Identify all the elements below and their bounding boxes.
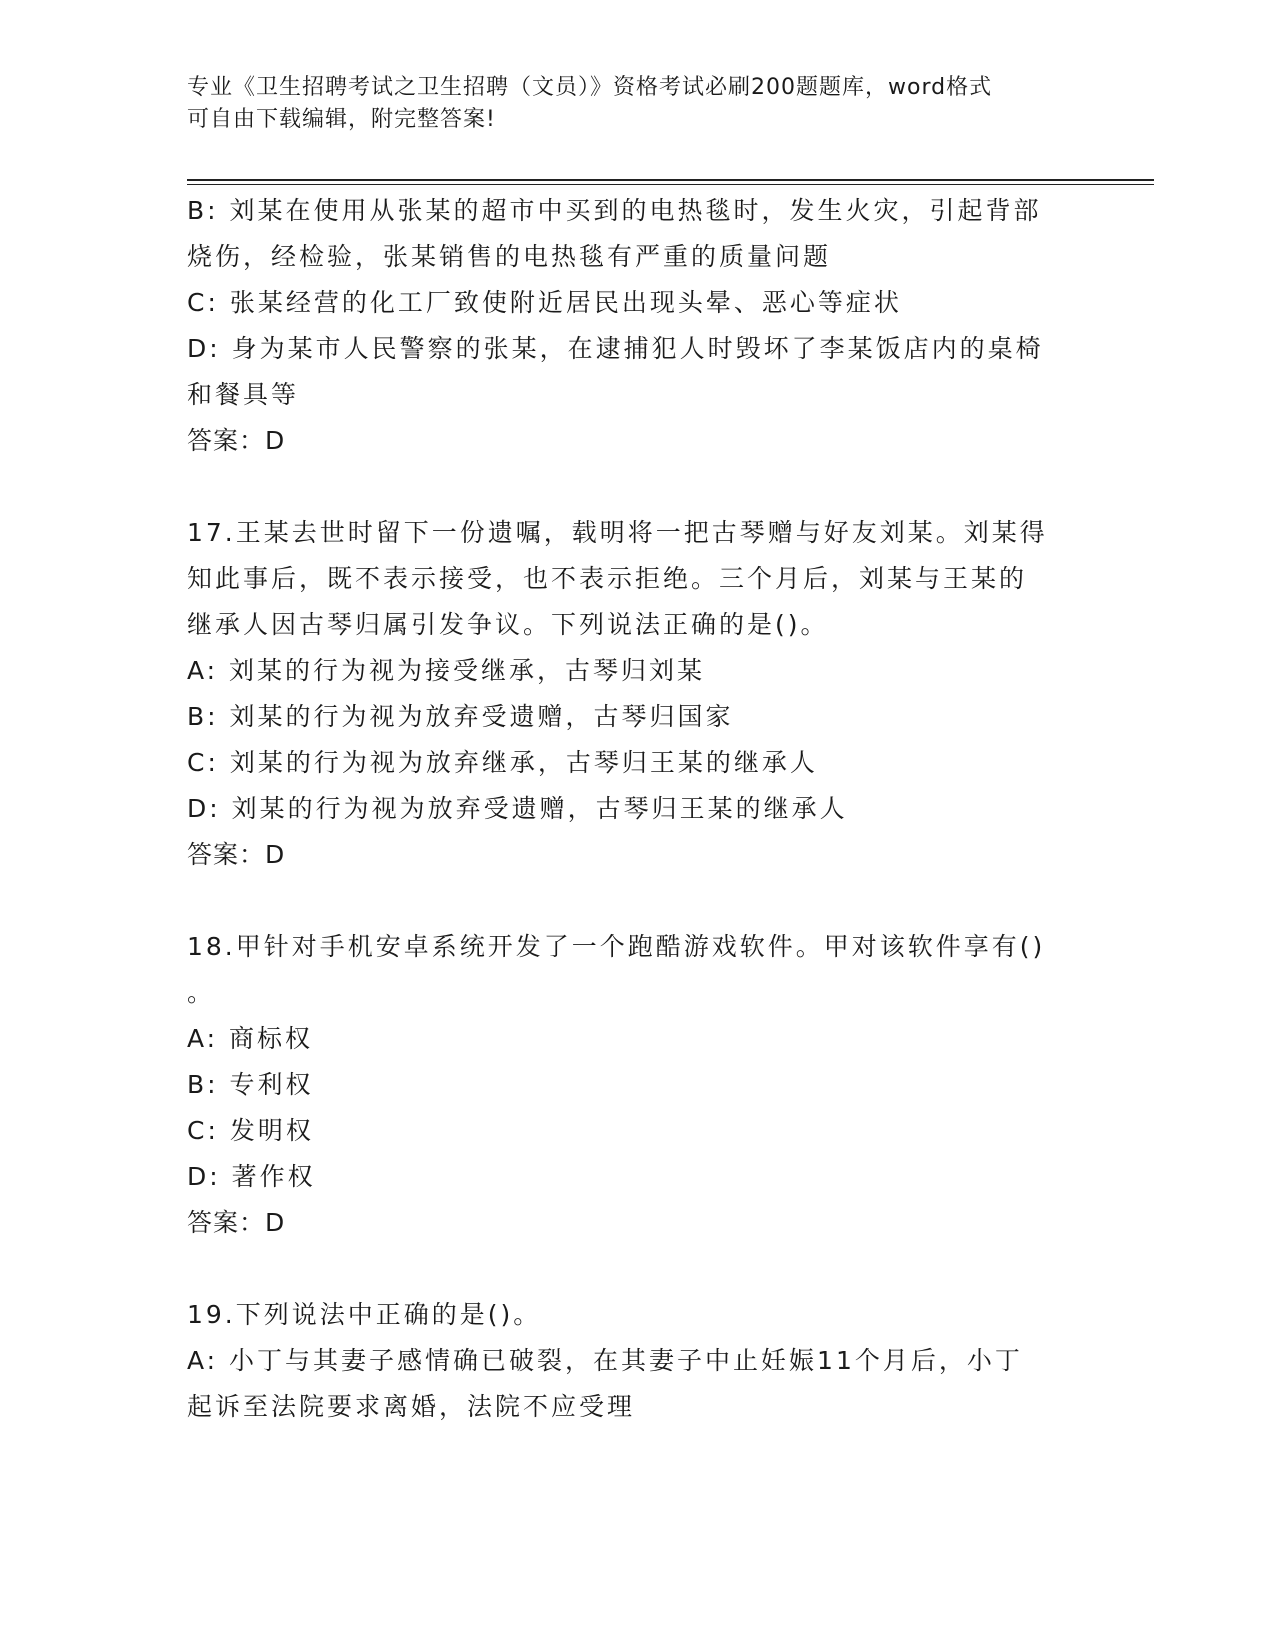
- spacer: [187, 1246, 1087, 1292]
- document-header: [187, 72, 1067, 136]
- header-title-line-2: 可自由下载编辑，附完整答案!: [187, 107, 496, 132]
- question-18-block: [187, 924, 1087, 1246]
- question-19-stem: 19.下列说法中正确的是()。: [187, 1300, 542, 1329]
- header-rule-thin: [187, 184, 1154, 185]
- header-title-line-1: 专业《卫生招聘考试之卫生招聘（文员）》资格考试必刷200题题库，word格式: [187, 75, 993, 100]
- question-18-option-c: C: 发明权: [187, 1116, 314, 1145]
- question-18-answer: 答案：D: [187, 1208, 286, 1237]
- question-17-stem-line-2: 知此事后，既不表示接受，也不表示拒绝。三个月后，刘某与王某的: [187, 564, 1028, 593]
- question-17-option-a: A: 刘某的行为视为接受继承，古琴归刘某: [187, 656, 706, 685]
- question-18-stem-line-1: 18.甲针对手机安卓系统开发了一个跑酷游戏软件。甲对该软件享有(): [187, 932, 1046, 961]
- question-17-option-b: B: 刘某的行为视为放弃受遗赠，古琴归国家: [187, 702, 734, 731]
- question-18-option-a: A: 商标权: [187, 1024, 314, 1053]
- option-d-line-1: D: 身为某市人民警察的张某，在逮捕犯人时毁坏了李某饭店内的桌椅: [187, 334, 1044, 363]
- question-17-option-c: C: 刘某的行为视为放弃继承，古琴归王某的继承人: [187, 748, 818, 777]
- question-18-stem-line-2: 。: [187, 978, 216, 1007]
- option-b-line-1: B: 刘某在使用从张某的超市中买到的电热毯时，发生火灾，引起背部: [187, 196, 1042, 225]
- spacer: [187, 464, 1087, 510]
- question-19-option-a-line-2: 起诉至法院要求离婚，法院不应受理: [187, 1392, 636, 1421]
- header-rule-thick: [187, 179, 1154, 181]
- question-17-stem-line-3: 继承人因古琴归属引发争议。下列说法正确的是()。: [187, 610, 829, 639]
- option-c: C: 张某经营的化工厂致使附近居民出现头晕、恶心等症状: [187, 288, 902, 317]
- question-16-block: [187, 188, 1087, 464]
- question-19-option-a-line-1: A: 小丁与其妻子感情确已破裂，在其妻子中止妊娠11个月后，小丁: [187, 1346, 1023, 1375]
- question-17-block: [187, 510, 1087, 878]
- question-18-option-b: B: 专利权: [187, 1070, 314, 1099]
- option-b-line-2: 烧伤，经检验，张某销售的电热毯有严重的质量问题: [187, 242, 832, 271]
- option-d-line-2: 和餐具等: [187, 380, 300, 409]
- question-17-stem-line-1: 17.王某去世时留下一份遗嘱，载明将一把古琴赠与好友刘某。刘某得: [187, 518, 1048, 547]
- question-19-block: [187, 1292, 1087, 1430]
- question-content: [187, 188, 1087, 1430]
- question-18-option-d: D: 著作权: [187, 1162, 316, 1191]
- answer: 答案：D: [187, 426, 286, 455]
- question-17-answer: 答案：D: [187, 840, 286, 869]
- question-17-option-d: D: 刘某的行为视为放弃受遗赠，古琴归王某的继承人: [187, 794, 848, 823]
- spacer: [187, 878, 1087, 924]
